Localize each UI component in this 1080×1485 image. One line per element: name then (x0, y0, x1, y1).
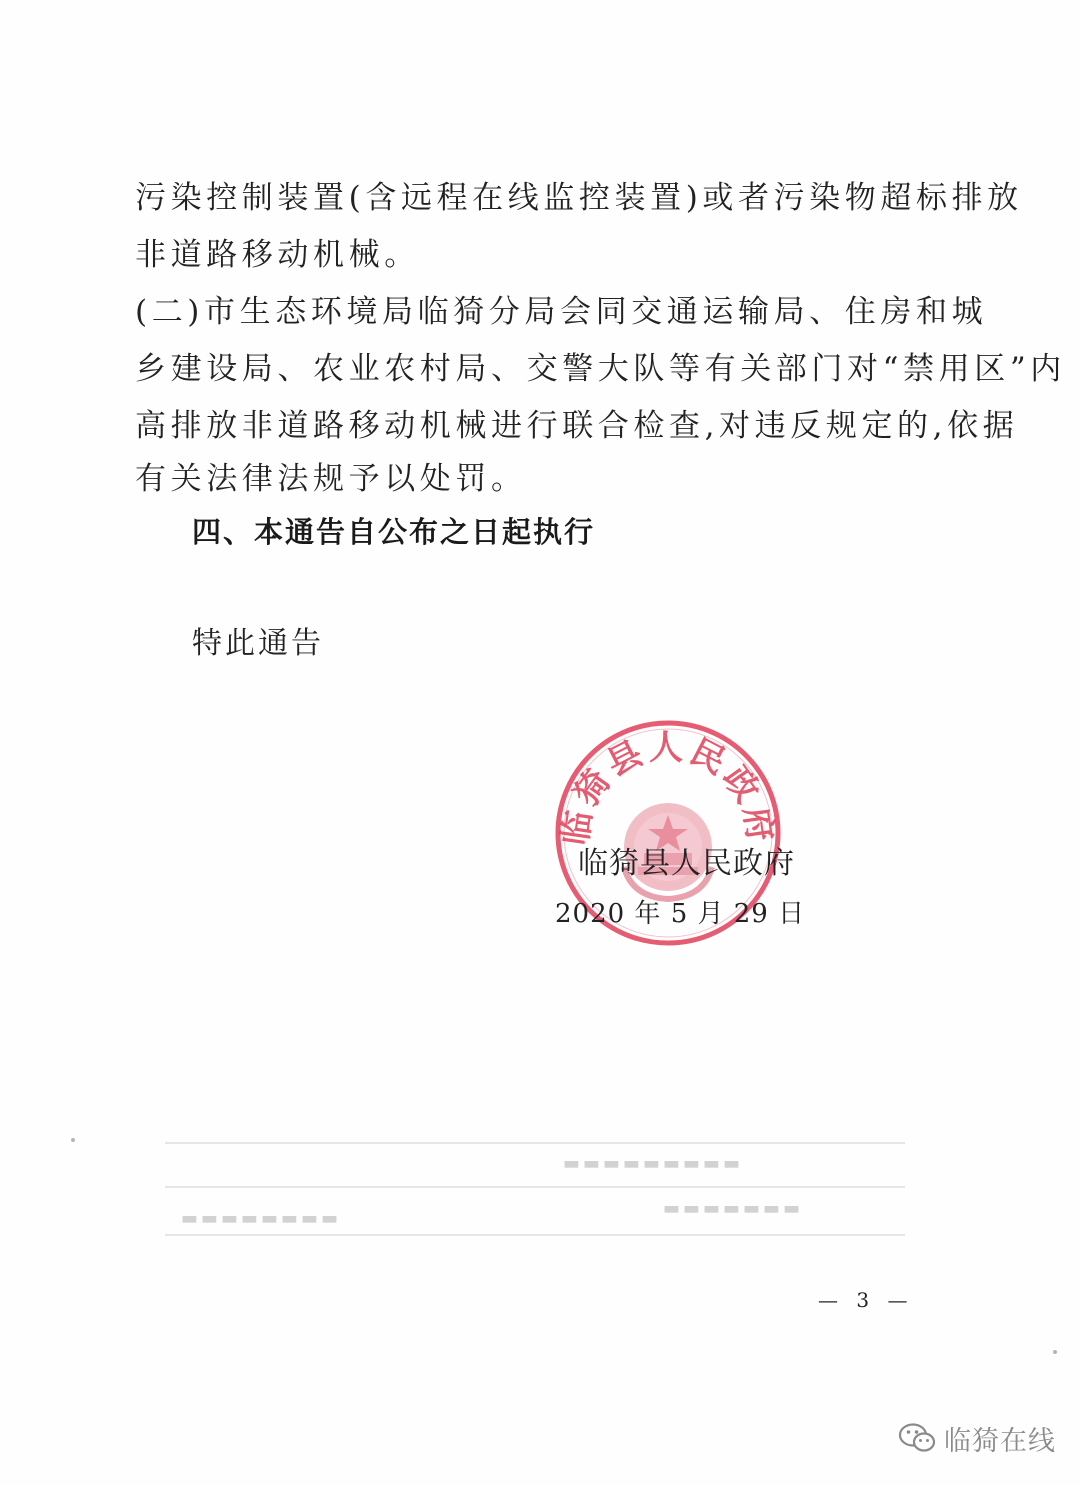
body-line-4: 乡建设局、农业农村局、交警大队等有关部门对“禁用区”内 (135, 351, 1066, 387)
bleed-through-text: ▬▬▬▬▬▬▬▬ (178, 1208, 339, 1229)
body-line-1: 污染控制装置(含远程在线监控装置)或者污染物超标排放 (135, 180, 1023, 216)
body-line-2: 非道路移动机械。 (135, 237, 420, 273)
issue-date: 2020 年 5 月 29 日 (555, 899, 806, 929)
bleed-through-rule (165, 1186, 905, 1188)
wechat-icon (898, 1422, 936, 1454)
bleed-through-text: ▬▬▬▬▬▬▬▬▬ (560, 1153, 741, 1174)
bleed-through-rule (165, 1234, 905, 1236)
body-line-3: (二)市生态环境局临猗分局会同交通运输局、住房和城 (135, 294, 988, 330)
scan-speck (1053, 1350, 1057, 1354)
svg-text:临猗县人民政府: 临猗县人民政府 (555, 728, 781, 848)
section-heading: 四、本通告自公布之日起执行 (192, 515, 596, 549)
body-line-6: 有关法律法规予以处罚。 (135, 461, 527, 497)
signer-name: 临猗县人民政府 (578, 846, 795, 881)
closing-phrase: 特此通告 (192, 626, 324, 661)
scan-speck (71, 1138, 75, 1142)
bleed-through-rule (165, 1142, 905, 1144)
watermark-text: 临猗在线 (944, 1425, 1056, 1457)
body-line-5: 高排放非道路移动机械进行联合检查,对违反规定的,依据 (135, 408, 1019, 444)
page-number: — 3 — (818, 1288, 914, 1312)
account-watermark (898, 1418, 1056, 1458)
bleed-through-text: ▬▬▬▬▬▬▬ (660, 1198, 801, 1219)
